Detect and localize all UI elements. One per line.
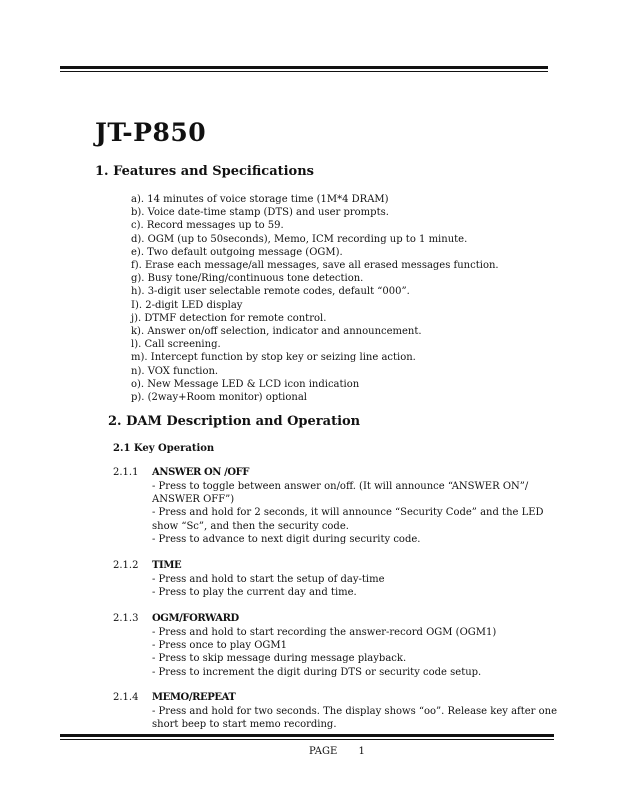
- section-number: 2.1.3: [113, 613, 139, 624]
- list-item: - Press to advance to next digit during security code.: [152, 533, 421, 545]
- list-item: k). Answer on/off selection, indicator and announcement.: [131, 326, 422, 338]
- section-title: TIME: [152, 560, 182, 571]
- section-number: 2.1.4: [113, 692, 139, 703]
- list-item: o). New Message LED & LCD icon indication: [131, 378, 360, 390]
- page-footer: [309, 746, 365, 757]
- features-heading: 1. Features and Specifications: [95, 164, 315, 179]
- list-item: a). 14 minutes of voice storage time (1M*4 DRAM): [131, 194, 389, 205]
- list-item: - Press to increment the digit during DTS or security code setup.: [152, 666, 482, 678]
- list-item: - Press to play the current day and time.: [152, 587, 357, 599]
- top-rule-thin: [60, 71, 548, 72]
- list-item: g). Busy tone/Ring/continuous tone detection.: [131, 273, 364, 285]
- list-item: - Press and hold for 2 seconds, it will announce “Security Code” and the LED show “Sc”, and then the security code.: [152, 507, 544, 532]
- dam-heading: 2. DAM Description and Operation: [108, 414, 361, 429]
- features-list: [131, 193, 499, 404]
- document-title: JT-P850: [95, 118, 207, 147]
- list-item: - Press to toggle between answer on/off. (It will announce “ANSWER ON”/ ANSWER OFF”): [152, 481, 529, 506]
- bottom-rule-thick: [60, 734, 554, 737]
- list-item: p). (2way+Room monitor) optional: [131, 392, 308, 404]
- list-item: m). Intercept function by stop key or seizing line action.: [131, 352, 416, 364]
- section-number: 2.1.1: [113, 467, 139, 478]
- list-item: - Press once to play OGM1: [152, 640, 287, 652]
- top-rule-thick: [60, 66, 548, 69]
- page-label: PAGE: [309, 746, 338, 757]
- list-item: n). VOX function.: [131, 365, 219, 377]
- list-item: d). OGM (up to 50seconds), Memo, ICM recording up to 1 minute.: [131, 233, 468, 245]
- list-item: - Press to skip message during message playback.: [152, 653, 407, 665]
- list-item: j). DTMF detection for remote control.: [131, 312, 327, 324]
- list-item: e). Two default outgoing message (OGM).: [131, 246, 343, 258]
- section-title: ANSWER ON /OFF: [152, 467, 250, 478]
- key-description-list: [152, 626, 562, 679]
- key-operation-heading: 2.1 Key Operation: [113, 443, 215, 454]
- section-title: MEMO/REPEAT: [152, 692, 236, 703]
- list-item: - Press and hold to start the setup of day-time: [152, 574, 385, 585]
- key-description-list: [152, 480, 562, 546]
- bottom-rule-thin: [60, 739, 554, 740]
- key-description-list: [152, 573, 562, 599]
- list-item: f). Erase each message/all messages, save all erased messages function.: [131, 260, 499, 272]
- list-item: - Press and hold for two seconds. The display shows “oo”. Release key after one short beep to start memo recording.: [152, 706, 558, 731]
- page-number: 1: [358, 746, 365, 757]
- section-title: OGM/FORWARD: [152, 613, 239, 624]
- list-item: b). Voice date-time stamp (DTS) and user prompts.: [131, 207, 389, 219]
- list-item: l). Call screening.: [131, 339, 221, 351]
- list-item: c). Record messages up to 59.: [131, 220, 284, 232]
- list-item: - Press and hold to start recording the answer-record OGM (OGM1): [152, 627, 497, 638]
- list-item: h). 3-digit user selectable remote codes, default “000”.: [131, 286, 410, 298]
- section-number: 2.1.2: [113, 560, 139, 571]
- list-item: I). 2-digit LED display: [131, 299, 243, 311]
- key-description-list: [152, 705, 562, 731]
